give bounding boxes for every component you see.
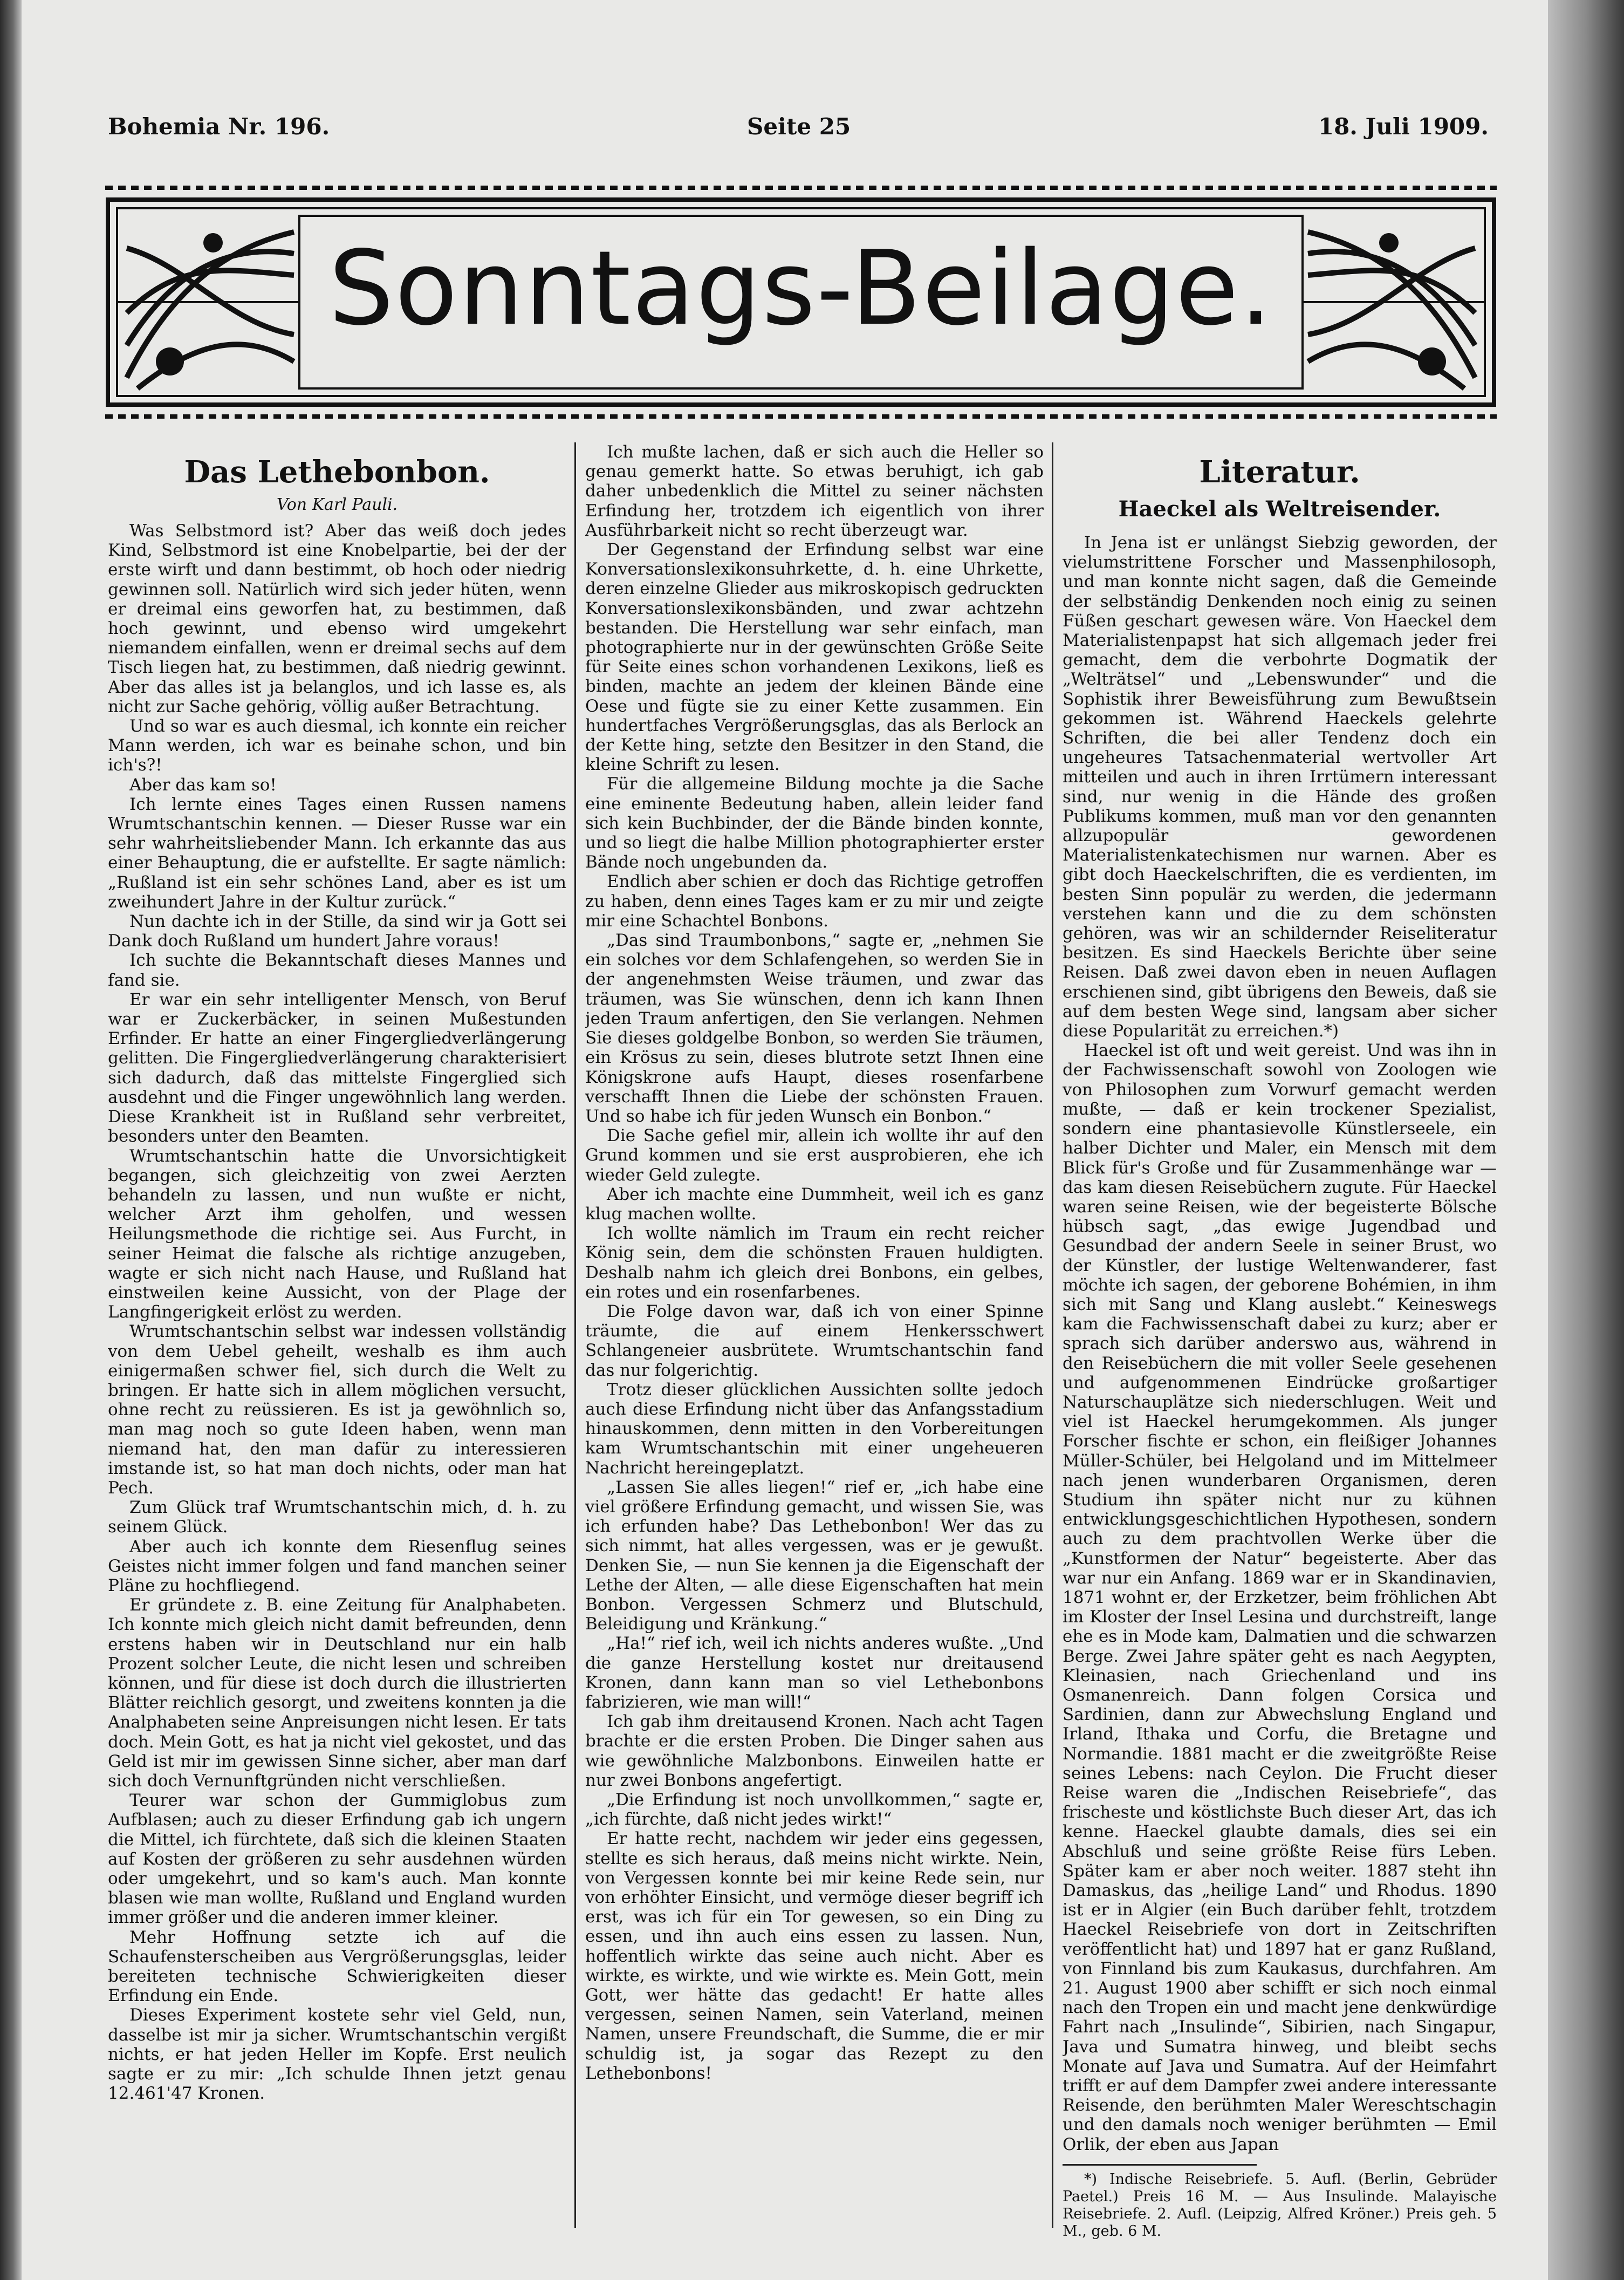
section-heading: Literatur.: [1199, 454, 1360, 490]
paragraph: Wrumtschantschin selbst war indessen vollständig von dem Uebel geheilt, weshalb es ihm auch einigermaßen schwer fiel, sich durch die Welt zu bringen. Er hatte sich in allem möglichen versucht, ohne recht zu reüssieren. Es ist ja gewöhnlich so, man mag noch so gute Ideen haben, wenn man niemand hat, den man dafür zu interessieren imstande ist, so hat man doch nichts, oder man hat Pech.: [108, 1322, 566, 1498]
paragraph: Ich wollte nämlich im Traum ein recht reicher König sein, dem die schönsten Frauen huldigten. Deshalb nahm ich gleich drei Bonbons, ein gelbes, ein rotes und ein rosenfarbenes.: [585, 1224, 1044, 1302]
paragraph: Mehr Hoffnung setzte ich auf die Schaufensterscheiben aus Vergrößerungsglas, leider bereiteten technische Schwierigkeiten dieser Erfindung ein Ende.: [108, 1927, 566, 2006]
masthead-title: Sonntags-Beilage.: [328, 229, 1273, 348]
paragraph: Dieses Experiment kostete sehr viel Geld, nun, dasselbe ist mir ja sicher. Wrumtschantschin vergißt nichts, er hat jeden Heller im Kopfe. Erst neulich sagte er zu mir: „Ich schulde Ihnen jetzt genau 12.461'47 Kronen.: [108, 2005, 566, 2104]
footnote-rule: [1063, 2164, 1257, 2166]
paragraph: Der Gegenstand der Erfindung selbst war eine Konversationslexikonsuhrkette, d. h. eine Uhrkette, deren einzelne Glieder aus mikroskopisch gedruckten Konversationslexikonsbänden, und zwar achtzehn bestanden. Die Herstellung war sehr einfach, man photographierte nur in der gewünschten Größe Seite für Seite eines schon vorhandenen Lexikons, ließ es binden, machte an jedem der kleinen Bände eine Oese und fügte sie zu einer Kette zusammen. Ein hundertfaches Vergrößerungsglas, das als Berlock an der Kette hing, setzte den Besitzer in den Stand, die kleine Schrift zu lesen.: [585, 540, 1044, 775]
column-rule: [574, 442, 576, 2228]
paragraph: Endlich aber schien er doch das Richtige getroffen zu haben, denn eines Tages kam er zu mir und zeigte mir eine Schachtel Bonbons.: [585, 872, 1044, 931]
paragraph: Er hatte recht, nachdem wir jeder eins gegessen, stellte es sich heraus, daß meins nicht wirkte. Nein, von Vergessen konnte bei mir keine Rede sein, nur von erhöhter Einsicht, und vermöge dieser begriff ich erst, was ich für ein Tor gewesen, so ein Ding zu essen, und ihn auch eins essen zu lassen. Nun, hoffentlich wirkte das seine auch nicht. Aber es wirkte, es wirkte, und wie wirkte es. Mein Gott, mein Gott, wer hätte das gedacht! Er hatte alles vergessen, seinen Namen, sein Vaterland, meinen Namen, unsere Freundschaft, die Summe, die er mir schuldig ist, ja sogar das Rezept zu den Lethebonbons!: [585, 1829, 1044, 2083]
column-2: [585, 442, 1044, 2250]
column-1: [108, 442, 566, 2250]
column-3: [1063, 442, 1497, 2250]
paragraph: Aber ich machte eine Dummheit, weil ich es ganz klug machen wollte.: [585, 1184, 1044, 1224]
article-title: Das Lethebonbon.: [184, 454, 490, 490]
paragraph: „Die Erfindung ist noch unvollkommen,“ sagte er, „ich fürchte, daß nicht jedes wirkt!“: [585, 1790, 1044, 1830]
paragraph: Für die allgemeine Bildung mochte ja die Sache eine eminente Bedeutung haben, allein leider fand sich kein Buchbinder, der die Bände binden konnte, und so liegt die halbe Million photographierter erster Bände noch ungebunden da.: [585, 774, 1044, 872]
newspaper-page: [22, 0, 1548, 2280]
paragraph: Er war ein sehr intelligenter Mensch, von Beruf war er Zuckerbäcker, in seinen Mußestunden Erfinder. Er hatte an einer Fingergliedverlängerung gelitten. Die Fingergliedverlängerung charakterisiert sich dadurch, daß das mittelste Fingerglied sich ausdehnt und die Finger ungewöhnlich lang werden. Diese Krankheit ist in Rußland sehr verbreitet, besonders unter den Beamten.: [108, 989, 566, 1146]
masthead-banner: [105, 183, 1497, 421]
issue-number: Bohemia Nr. 196.: [108, 113, 330, 140]
paragraph: Die Sache gefiel mir, allein ich wollte ihr auf den Grund kommen und sie erst ausprobieren, ehe ich wieder Geld zulegte.: [585, 1126, 1044, 1185]
paragraph: Ich suchte die Bekanntschaft dieses Mannes und fand sie.: [108, 951, 566, 990]
paragraph: „Das sind Traumbonbons,“ sagte er, „nehmen Sie ein solches vor dem Schlafengehen, so werden Sie in der angenehmsten Weise träumen, und zwar das träumen, was Sie wünschen, denn ich kann Ihnen jeden Traum anfertigen, den Sie verlangen. Nehmen Sie dieses goldgelbe Bonbon, so werden Sie träumen, ein Krösus zu sein, dieses blutrote setzt Ihnen eine Königskrone aufs Haupt, dieses rosenfarbene verschafft Ihnen die Liebe der schönsten Frauen. Und so habe ich für jeden Wunsch ein Bonbon.“: [585, 931, 1044, 1126]
article-author: Von Karl Pauli.: [276, 495, 398, 514]
paragraph: Und so war es auch diesmal, ich konnte ein reicher Mann werden, ich war es beinahe schon, und bin ich's?!: [108, 716, 566, 775]
paragraph: Die Folge davon war, daß ich von einer Spinne träumte, die auf einem Henkersschwert Schlangeneier ausbrütete. Wrumtschantschin fand das nur folgerichtig.: [585, 1301, 1044, 1380]
paragraph: Aber das kam so!: [129, 775, 277, 795]
footnote: *) Indische Reisebriefe. 5. Aufl. (Berlin, Gebrüder Paetel.) Preis 16 M. — Aus Insulinde. Malayische Reisebriefe. 2. Aufl. (Leipzig, Alfred Kröner.) Preis geh. 5 M., geb. 6 M.: [1063, 2170, 1497, 2240]
paragraph: Was Selbstmord ist? Aber das weiß doch jedes Kind, Selbstmord ist eine Knobelpartie, bei der der erste wirft und dann bestimmt, ob hoch oder niedrig gewinnen soll. Natürlich wird sich jeder hüten, wenn er dreimal eins geworfen hat, zu bestimmen, daß hoch gewinnt, und ebenso wird umgekehrt niemandem einfallen, wenn er dreimal sechs auf dem Tisch liegen hat, zu bestimmen, daß niedrig gewinnt. Aber das alles ist ja belanglos, und ich lasse es, als nicht zur Sache gehörig, völlig außer Betrachtung.: [108, 521, 566, 716]
paragraph: „Lassen Sie alles liegen!“ rief er, „ich habe eine viel größere Erfindung gemacht, und wissen Sie, was ich erfunden habe? Das Lethebonbon! Wer das zu sich nimmt, hat alles vergessen, was er je gewußt. Denken Sie, — nun Sie kennen ja die Eigenschaft der Lethe der Alten, — alle diese Eigenschaften hat mein Bonbon. Vergessen Schmerz und Blutschuld, Beleidigung und Kränkung.“: [585, 1477, 1044, 1634]
paragraph: Ich mußte lachen, daß er sich auch die Heller so genau gemerkt hatte. So etwas beruhigt, ich gab daher unbedenklich die Mittel zu seiner nächsten Erfindung her, trotzdem ich eigentlich von ihrer Ausführbarkeit nicht so recht überzeugt war.: [585, 442, 1044, 540]
paragraph: Wrumtschantschin hatte die Unvorsichtigkeit begangen, sich gleichzeitig von zwei Aerzten behandeln zu lassen, und nun wußte er nicht, welcher Arzt ihm geholfen, und wessen Heilungsmethode die richtige sei. Aus Furcht, in seiner Heimat die falsche als richtige anzugeben, wagte er sich nicht nach Hause, und Rußland hat einstweilen keine Aussicht, von der Plage der Langfingerigkeit erlöst zu werden.: [108, 1146, 566, 1322]
paragraph: Aber auch ich konnte dem Riesenflug seines Geistes nicht immer folgen und fand manchen seiner Pläne zu hochfliegend.: [108, 1537, 566, 1595]
paragraph: Zum Glück traf Wrumtschantschin mich, d. h. zu seinem Glück.: [108, 1498, 566, 1537]
scan-edge-right: [1548, 0, 1624, 2280]
column-rule: [1052, 442, 1053, 2228]
paragraph: „Ha!“ rief ich, weil ich nichts anderes wußte. „Und die ganze Herstellung kostet nur dreitausend Kronen, dann kann man so viel Lethebonbons fabrizieren, wie man will!“: [585, 1634, 1044, 1712]
article-title: Haeckel als Weltreisender.: [1118, 496, 1441, 522]
paragraph: Nun dachte ich in der Stille, da sind wir ja Gott sei Dank doch Rußland um hundert Jahre voraus!: [108, 912, 566, 951]
paragraph: In Jena ist er unlängst Siebzig geworden, der vielumstrittene Forscher und Massenphilosoph, und man konnte nicht sagen, daß die Gemeinde der selbständig Denkenden noch einig zu seinen Füßen geschart gewesen wäre. Von Haeckel dem Materialistenpapst hat sich allgemach jeder frei gemacht, dem die verbohrte Dogmatik der „Welträtsel“ und „Lebenswunder“ und die Sophistik ihrer Beweisführung zum Bewußtsein gekommen ist. Während Haeckels gelehrte Schriften, die bei aller Tendenz doch ein ungeheures Tatsachenmaterial wertvoller Art mitteilen und auch in ihren Irrtümern interessant sind, nur wenig in die Hände des großen Publikums kommen, muß man vor den genannten allzupopulär gewordenen Materialistenkatechismen nur warnen. Aber es gibt doch Haeckelschriften, die es verdienten, im besten Sinn populär zu werden, die jedermann verstehen kann und die zu dem schönsten gehören, was wir an schildernder Reiseliteratur besitzen. Es sind Haeckels Berichte über seine Reisen. Daß zwei davon eben in neuen Auflagen erschienen sind, gibt übrigens den Beweis, daß sie auf dem besten Wege sind, langsam aber sicher diese Popularität zu erreichen.*): [1063, 533, 1497, 1041]
running-header: [108, 113, 1489, 146]
paragraph: Haeckel ist oft und weit gereist. Und was ihn in der Fachwissenschaft sowohl von Zoologen wie von Philosophen zum Vorwurf gemacht werden mußte, — daß er kein trockener Spezialist, sondern eine phantasievolle Künstlerseele, ein halber Dichter und Maler, ein Mensch mit dem Blick für's Große und für Zusammenhänge war — das kam diesen Reisebüchern zugute. Für Haeckel waren seine Reisen, wie der begeisterte Bölsche hübsch sagt, „das ewige Jugendbad und Gesundbad der andern Seele in seiner Brust, wo der Künstler, der lustige Weltenwanderer, fast möchte ich sagen, der geborene Bohémien, in ihm sich mit Sang und Klang auslebt.“ Keineswegs kam die Fachwissenschaft dabei zu kurz; aber er sprach sich darüber anderswo aus, während in den Reisebüchern die mit voller Seele gesehenen und aufgenommenen Eindrücke großartiger Naturschauplätze sich niederschlugen. Weit und viel ist Haeckel herumgekommen. Als junger Forscher fischte er schon, ein fleißiger Johannes Müller-Schüler, bei Helgoland und im Mittelmeer nach jenen wunderbaren Organismen, deren Studium ihn später nicht nur zu kühnen entwicklungsgeschichtlichen Hypothesen, sondern auch zu dem prachtvollen Werke über die „Kunstformen der Natur“ begeisterte. Aber das war nur ein Anfang. 1869 war er in Skandinavien, 1871 wohnt er, der Erzketzer, beim fröhlichen Abt im Kloster der Insel Lesina und durchstreift, lange ehe es in Mode kam, Dalmatien und die schwarzen Berge. Zwei Jahre später geht es nach Aegypten, Kleinasien, nach Griechenland und ins Osmanenreich. Dann folgen Corsica und Sardinien, dann zur Abwechslung England und Irland, Ithaka und Corfu, die Bretagne und Normandie. 1881 macht er die zweitgrößte Reise seines Lebens: nach Ceylon. Die Frucht dieser Reise waren die „Indischen Reisebriefe“, das frischeste und köstlichste Buch dieser Art, das ich kenne. Haeckel glaubte damals, dies sei ein Abschluß und seine größte Reise fürs Leben. Später kam er aber noch weiter. 1887 steht ihn Damaskus, das „heilige Land“ und Rhodus. 1890 ist er in Algier (ein Buch darüber fehlt, trotzdem Haeckel Reisebriefe von dort in Zeitschriften veröffentlicht hat) und 1897 hat er ganz Rußland, von Finnland bis zum Kaukasus, durchfahren. Am 21. August 1900 aber schifft er sich noch einmal nach den Tropen ein und macht jene denkwürdige Fahrt nach „Insulinde“, Sibirien, nach Singapur, Java und Sumatra hinweg, und bleibt sechs Monate auf Java und Sumatra. Auf der Heimfahrt trifft er auf dem Dampfer zwei andere interessante Reisende, den berühmten Maler Wereschtschagin und den damals noch weniger berühmten — Emil Orlik, der eben aus Japan: [1063, 1041, 1497, 2154]
paragraph: Er gründete z. B. eine Zeitung für Analphabeten. Ich konnte mich gleich nicht damit befreunden, denn erstens haben wir in Deutschland nur ein halb Prozent solcher Leute, die nicht lesen und schreiben können, und für diese ist doch durch die illustrierten Blätter reichlich gesorgt, und zweitens konnten ja die Analphabeten seine Anpreisungen nicht lesen. Er tats doch. Mein Gott, es hat ja nicht viel gekostet, und das Geld ist mir im gewissen Sinne sicher, aber man darf sich doch Vernunftgründen nicht verschließen.: [108, 1595, 566, 1791]
paragraph: Teurer war schon der Gummiglobus zum Aufblasen; auch zu dieser Erfindung gab ich ungern die Mittel, ich fürchtete, daß sich die kleinen Staaten auf Kosten der größeren zu sehr ausdehnen würden oder umgekehrt, und so kam's auch. Man konnte blasen wie man wollte, Rußland und England wurden immer größer und die anderen immer kleiner.: [108, 1791, 566, 1928]
page-number: Seite 25: [747, 113, 851, 140]
issue-date: 18. Juli 1909.: [1318, 113, 1489, 140]
paragraph: Ich gab ihm dreitausend Kronen. Nach acht Tagen brachte er die ersten Proben. Die Dinger sahen aus wie gewöhnliche Malzbonbons. Einweilen hatte er nur zwei Bonbons angefertigt.: [585, 1712, 1044, 1790]
paragraph: Trotz dieser glücklichen Aussichten sollte jedoch auch diese Erfindung nicht über das Anfangsstadium hinauskommen, denn mitten in den Vorbereitungen kam Wrumtschantschin mit einer ungeheueren Nachricht hereingeplatzt.: [585, 1380, 1044, 1478]
scan-edge-left: [0, 0, 22, 2280]
paragraph: Ich lernte eines Tages einen Russen namens Wrumtschantschin kennen. — Dieser Russe war ein sehr wahrheitsliebender Mann. Ich erkannte das aus einer Behauptung, die er aufstellte. Er sagte nämlich: „Rußland ist ein sehr schönes Land, aber es ist um zweihundert Jahre in der Kultur zurück.“: [108, 794, 566, 912]
